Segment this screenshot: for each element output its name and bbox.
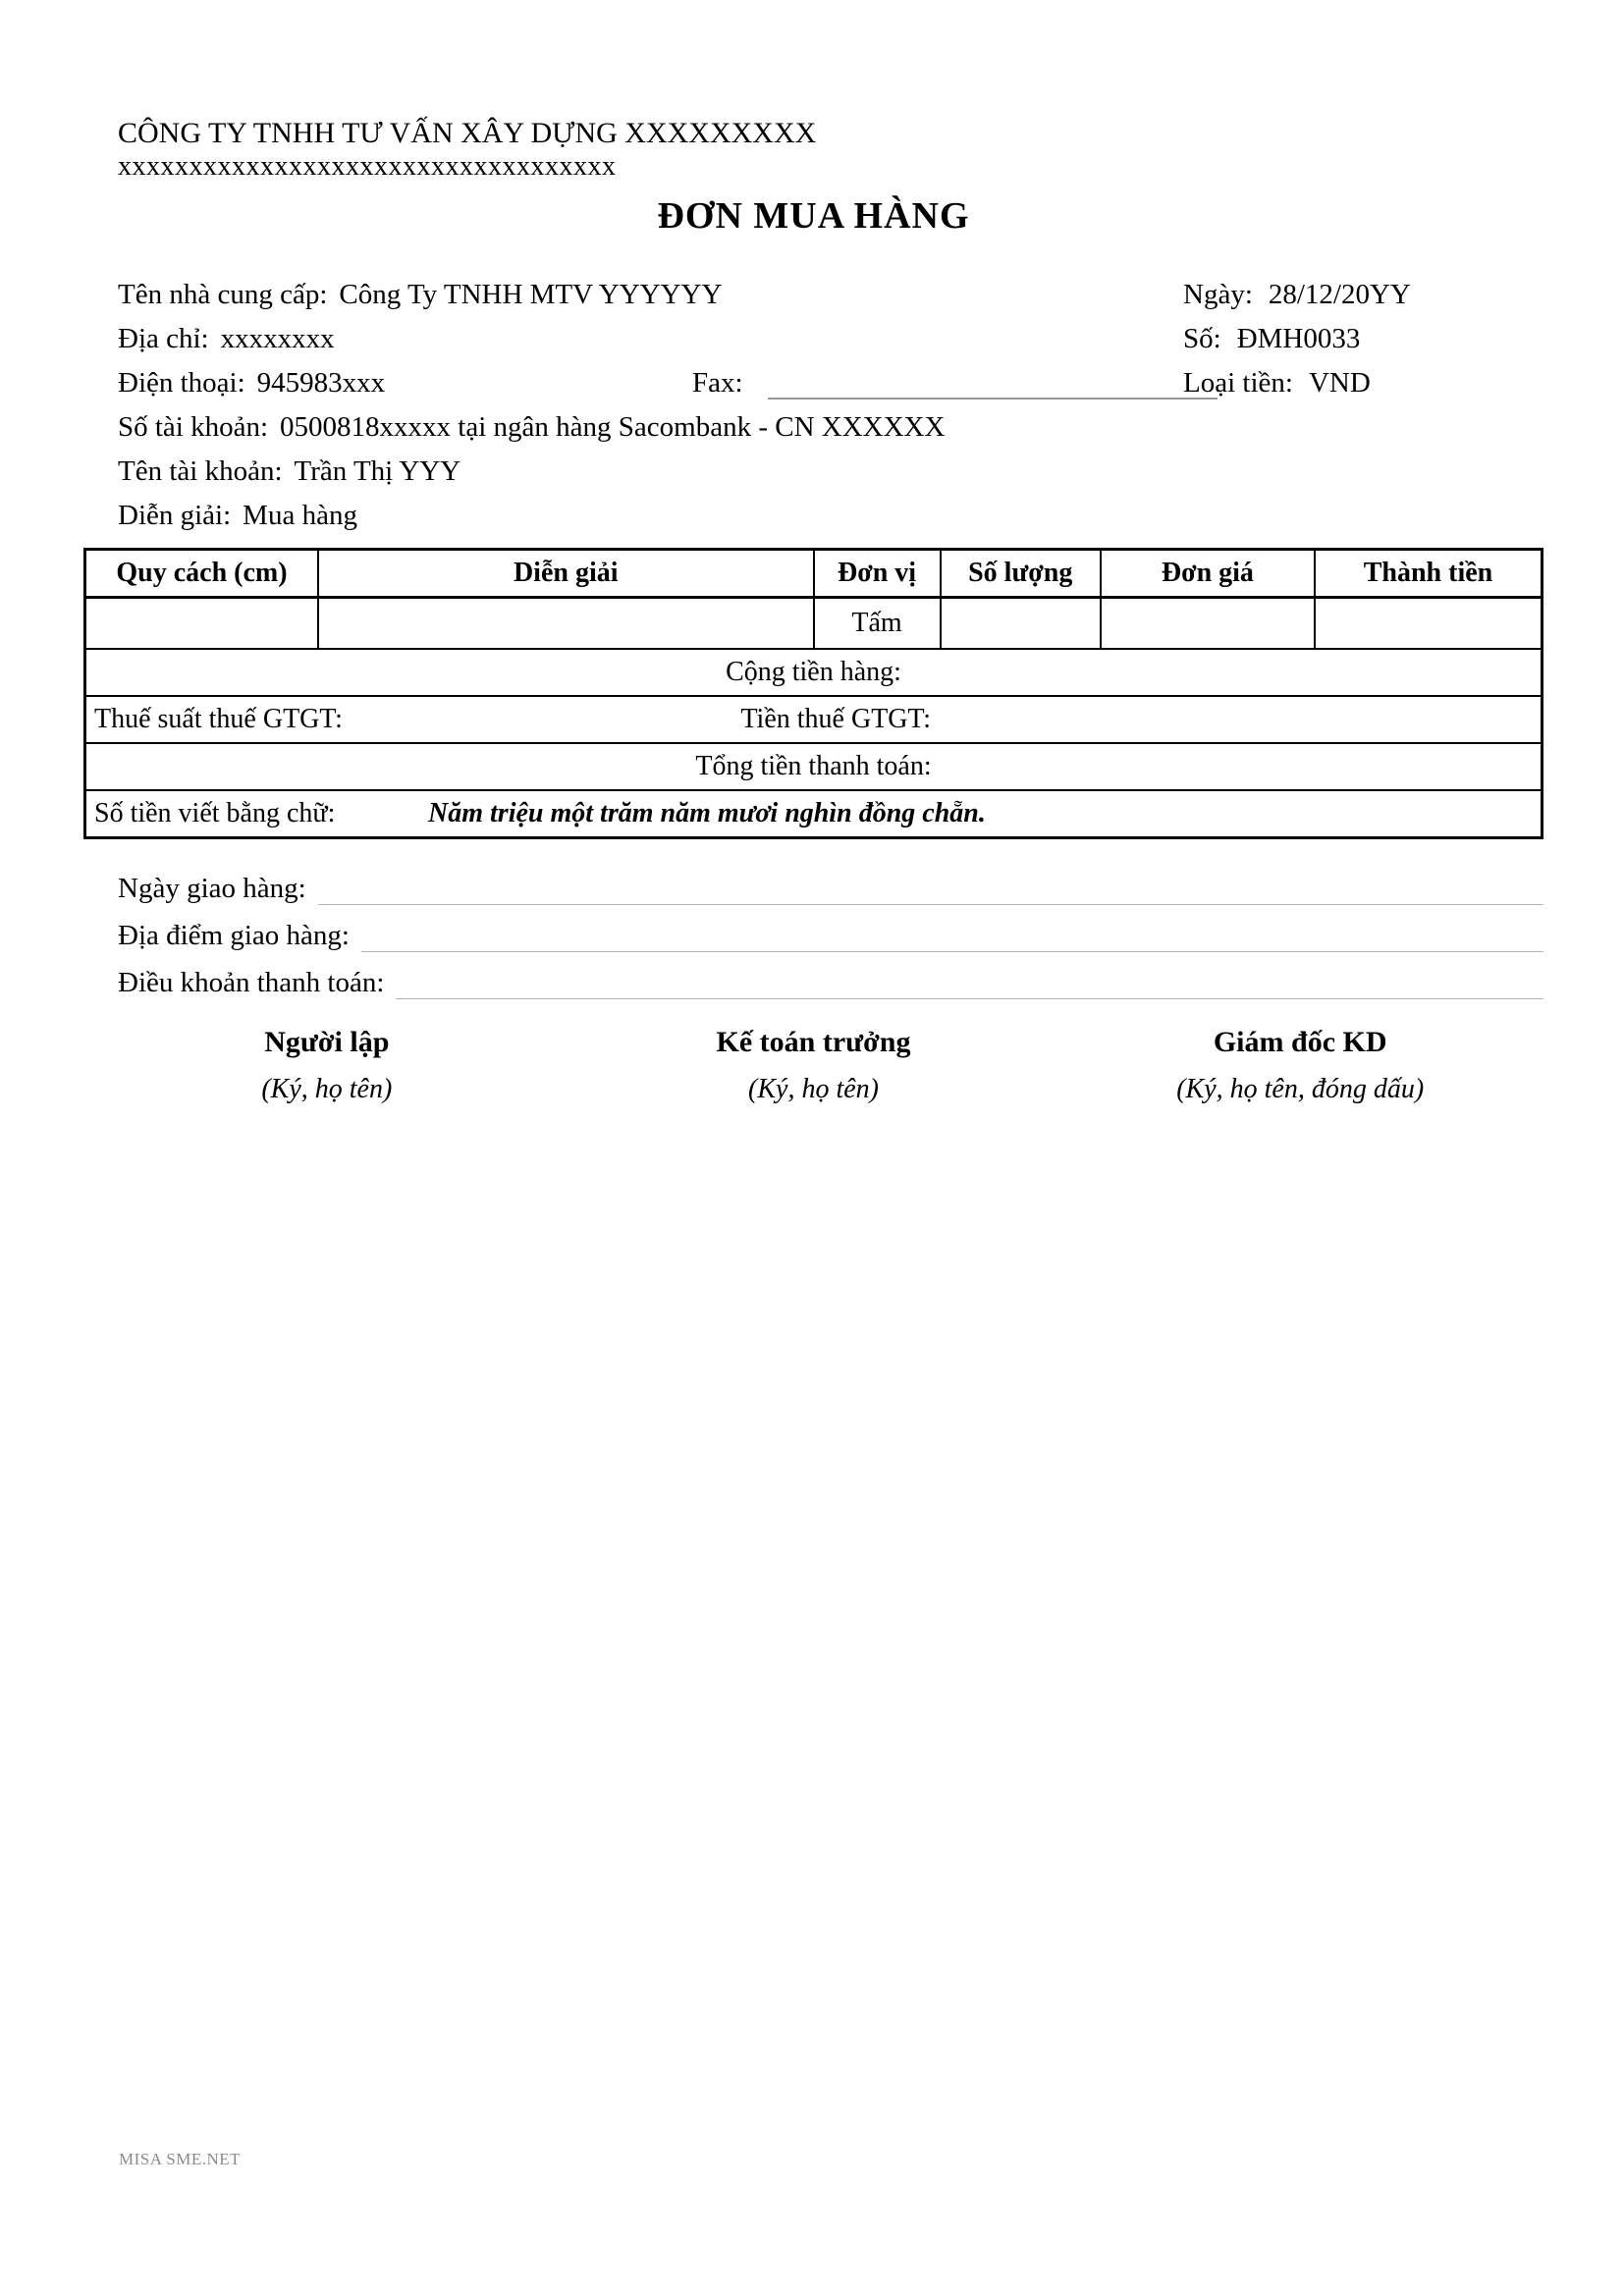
signature-preparer-title: Người lập xyxy=(264,1026,390,1058)
item-description-cell xyxy=(318,598,814,650)
delivery-section xyxy=(83,865,1543,1006)
column-header-spec: Quy cách (cm) xyxy=(85,550,318,598)
account-name-value: Trần Thị YYY xyxy=(294,455,461,487)
items-table xyxy=(83,548,1543,839)
signature-director-subtitle: (Ký, họ tên, đóng dấu) xyxy=(1176,1074,1425,1104)
amount-in-words-label: Số tiền viết bằng chữ: xyxy=(94,798,336,828)
signature-preparer xyxy=(83,1018,570,1112)
currency-value: VND xyxy=(1308,367,1371,399)
description-value: Mua hàng xyxy=(243,500,357,531)
table-header-row xyxy=(85,550,1543,598)
column-header-unit-price: Đơn giá xyxy=(1101,550,1315,598)
fax-value-field xyxy=(768,398,1218,400)
delivery-place-row xyxy=(118,912,1543,959)
footer-brand: MISA SME.NET xyxy=(119,2150,242,2168)
delivery-date-label: Ngày giao hàng: xyxy=(118,873,306,904)
vat-rate-label: Thuế suất thuế GTGT: xyxy=(94,704,343,734)
vat-cell xyxy=(85,696,1543,743)
payment-terms-label: Điều khoản thanh toán: xyxy=(118,967,385,998)
signature-director-title: Giám đốc KD xyxy=(1213,1026,1387,1058)
vat-amount-label: Tiền thuế GTGT: xyxy=(740,704,932,734)
amount-in-words-value: Năm triệu một trăm năm mươi nghìn đồng chẵn. xyxy=(428,798,986,828)
delivery-place-field xyxy=(361,912,1543,952)
supplier-value: Công Ty TNHH MTV YYYYYY xyxy=(339,279,723,310)
total-cell xyxy=(85,743,1543,790)
item-unit-price-cell xyxy=(1101,598,1315,650)
info-section xyxy=(83,273,1543,538)
item-amount-cell xyxy=(1315,598,1543,650)
column-header-description: Diễn giải xyxy=(318,550,814,598)
bank-account-label: Số tài khoản: xyxy=(118,411,269,443)
item-spec-cell xyxy=(85,598,318,650)
total-row xyxy=(85,743,1543,790)
subtotal-row xyxy=(85,649,1543,696)
total-label: Tổng tiền thanh toán: xyxy=(695,751,932,781)
phone-value: 945983xxx xyxy=(256,367,386,399)
address-label: Địa chỉ: xyxy=(118,323,209,354)
document-content xyxy=(83,0,1543,1112)
account-name-row xyxy=(118,450,1543,494)
date-value: 28/12/20YY xyxy=(1268,279,1411,310)
number-row xyxy=(1183,317,1411,361)
date-row xyxy=(1183,273,1411,317)
delivery-place-label: Địa điểm giao hàng: xyxy=(118,920,350,951)
document-title: ĐƠN MUA HÀNG xyxy=(657,195,970,237)
signature-chief-accountant-title: Kế toán trưởng xyxy=(716,1026,911,1058)
description-row xyxy=(118,494,1543,538)
currency-row xyxy=(1183,361,1411,405)
column-header-unit: Đơn vị xyxy=(814,550,941,598)
column-header-quantity: Số lượng xyxy=(941,550,1101,598)
vat-row xyxy=(85,696,1543,743)
item-unit-cell: Tấm xyxy=(814,598,941,650)
subtotal-cell xyxy=(85,649,1543,696)
fax-label: Fax: xyxy=(692,367,743,399)
phone-label: Điện thoại: xyxy=(118,367,245,399)
bank-account-row xyxy=(118,405,1543,450)
description-label: Diễn giải: xyxy=(118,500,232,531)
date-label: Ngày: xyxy=(1183,279,1253,310)
number-value: ĐMH0033 xyxy=(1236,323,1361,354)
payment-terms-row xyxy=(118,959,1543,1006)
table-row xyxy=(85,598,1543,650)
signature-chief-accountant xyxy=(570,1018,1057,1112)
amount-in-words-cell xyxy=(85,790,1543,838)
company-name: CÔNG TY TNHH TƯ VẤN XÂY DỰNG XXXXXXXXX xyxy=(118,117,817,149)
column-header-amount: Thành tiền xyxy=(1315,550,1543,598)
address-value: xxxxxxxx xyxy=(220,323,335,354)
delivery-date-row xyxy=(118,865,1543,912)
signature-director xyxy=(1056,1018,1543,1112)
item-quantity-cell xyxy=(941,598,1101,650)
info-right-column xyxy=(1183,273,1411,405)
signature-section xyxy=(83,1018,1543,1112)
supplier-label: Tên nhà cung cấp: xyxy=(118,279,328,310)
number-label: Số: xyxy=(1183,323,1221,354)
signature-chief-accountant-subtitle: (Ký, họ tên) xyxy=(748,1074,879,1104)
amount-in-words-row xyxy=(85,790,1543,838)
company-header xyxy=(83,0,1543,183)
delivery-date-field xyxy=(318,865,1543,905)
currency-label: Loại tiền: xyxy=(1183,367,1293,399)
signature-preparer-subtitle: (Ký, họ tên) xyxy=(261,1074,393,1104)
bank-account-value: 0500818xxxxx tại ngân hàng Sacombank - CN XXXXXX xyxy=(280,411,946,443)
subtotal-label: Cộng tiền hàng: xyxy=(726,657,901,687)
account-name-label: Tên tài khoản: xyxy=(118,455,283,487)
payment-terms-field xyxy=(396,959,1543,999)
company-address-placeholder: xxxxxxxxxxxxxxxxxxxxxxxxxxxxxxxxxxx xyxy=(118,151,617,182)
